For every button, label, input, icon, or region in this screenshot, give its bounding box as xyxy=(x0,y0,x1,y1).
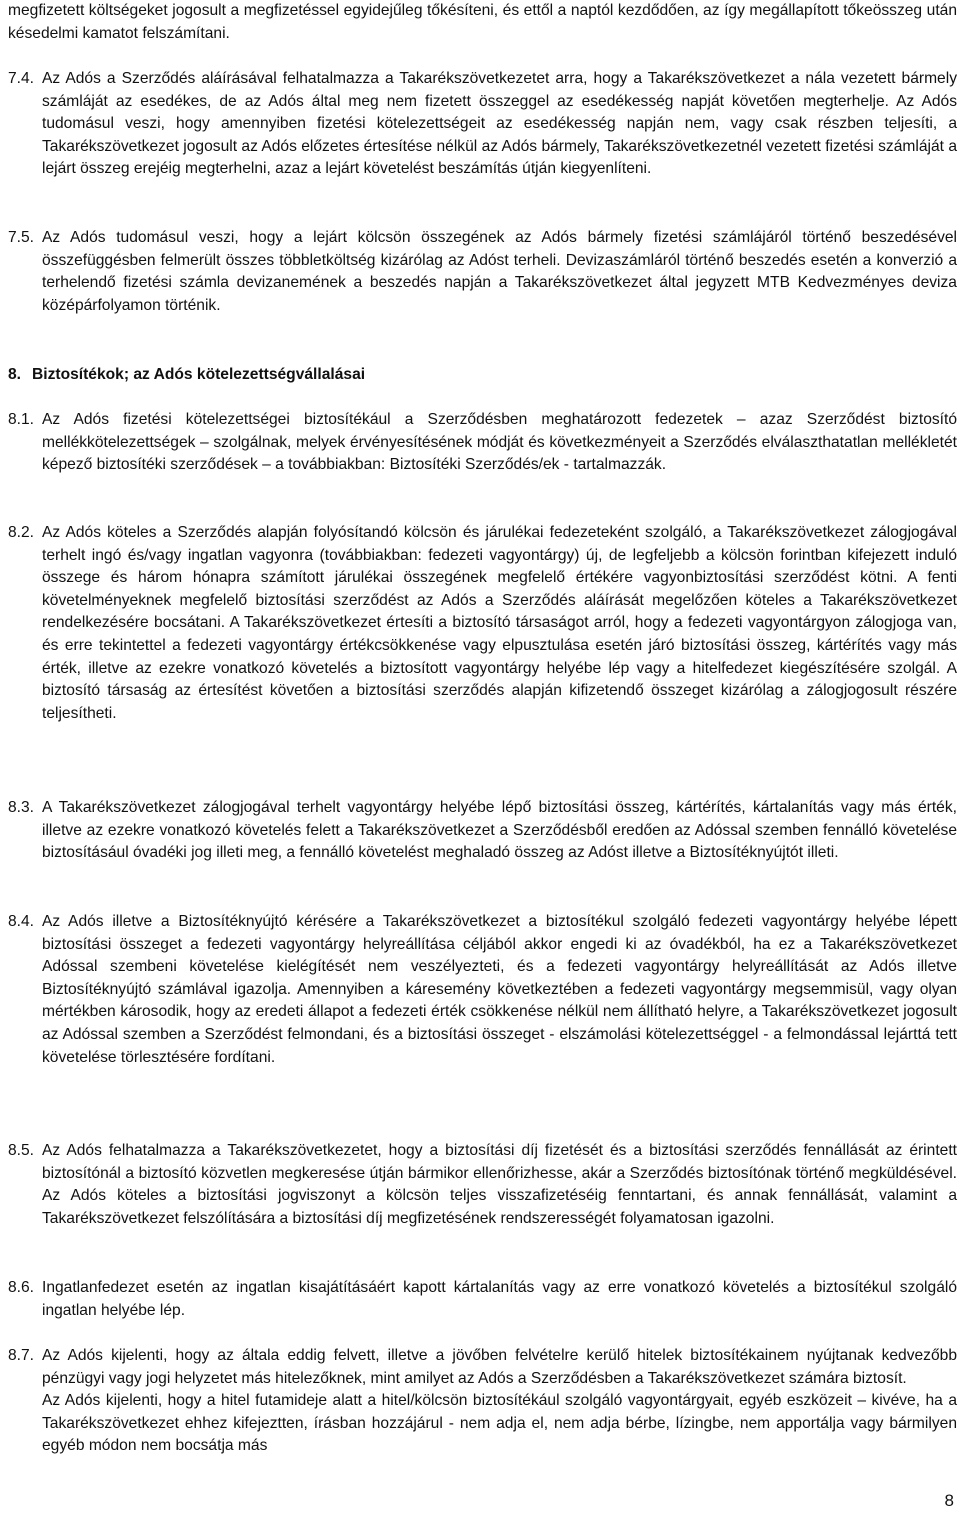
section-8-2 xyxy=(8,522,957,725)
section-number: 8.3. xyxy=(8,799,35,816)
section-number: 7.5. xyxy=(8,229,35,246)
section-continuation: Az Adós kijelenti, hogy a hitel futamideje alatt a hitel/kölcsön biztosítékául szolgáló vagyontárgyait, egyéb eszközeit – kivéve, ha a Takarékszövetkezet ehhez kifejeztten, írásban hozzájárul - nem adja el, nem adja bérbe, lízingbe, nem apportálja vagy bármilyen egyéb módon nem bocsátja más xyxy=(42,1392,957,1455)
section-8-7 xyxy=(8,1345,957,1458)
section-number: 8.1. xyxy=(8,411,35,428)
section-number: 8.7. xyxy=(8,1347,35,1364)
section-8-4 xyxy=(8,911,957,1069)
heading-text: Biztosítékok; az Adós kötelezettségvállalásai xyxy=(32,366,366,383)
section-7-5 xyxy=(8,227,957,317)
section-8-7-body xyxy=(42,1345,957,1458)
section-text: Az Adós felhatalmazza a Takarékszövetkezetet, hogy a biztosítási díj fizetését és a biztosítási szerződés fennállását az érintett biztosítónál a biztosító közvetlen megkeresése útján bármikor ellenőrizhesse, akár a Szerződés biztosítónak történő megküldésével. Az Adós köteles a biztosítási jogviszonyt a kölcsön teljes visszafizetéséig fenntartani, és annak fennállását, valamint a Takarékszövetkezet felszólítására a biztosítási díj megfizetésének rendszerességét folyamatosan igazolni. xyxy=(42,1142,957,1227)
section-text: Az Adós a Szerződés aláírásával felhatalmazza a Takarékszövetkezetet arra, hogy a Takarékszövetkezet a nála vezetett bármely számláját az esedékes, de az Adós által meg nem fizetett összeggel az esedékesség napját követően megterhelje. Az Adós tudomásul veszi, hogy amennyiben fizetési kötelezettségeit az esedékesség napján nem, vagy csak részben teljesíti, a Takarékszövetkezet jogosult az Adós előzetes értesítése nélkül az Adós bármely, Takarékszövetkezetnél vezetett fizetési számláját a lejárt összeg erejéig megterhelni, azaz a lejárt követelést beszámítás útján kiegyenlíteni. xyxy=(42,70,957,178)
section-8-5 xyxy=(8,1140,957,1230)
intro-paragraph: megfizetett költségeket jogosult a megfizetéssel egyidejűleg tőkésíteni, és ettől a naptól kezdődően, az így megállapított tőkeösszeg után késedelmi kamatot felszámítani. xyxy=(8,2,957,42)
heading-number: 8. xyxy=(8,366,22,383)
section-text: A Takarékszövetkezet zálogjogával terhelt vagyontárgy helyébe lépő biztosítási összeg, kártérítés, kártalanítás vagy más érték, illetve az ezekre vonatkozó követelés felett a Takarékszövetkezet a Szerződésből eredően az Adóssal szemben fennálló követelése biztosításául óvadéki jog illeti meg, a fennálló követelést meghaladó összeg az Adóst illetve a Biztosítéknyújtót illeti. xyxy=(42,799,957,862)
section-text: Ingatlanfedezet esetén az ingatlan kisajátításáért kapott kártalanítás vagy az erre vonatkozó követelés a biztosítékul szolgáló ingatlan helyébe lép. xyxy=(42,1279,957,1319)
section-8-3 xyxy=(8,797,957,865)
section-text: Az Adós illetve a Biztosítéknyújtó kérésére a Takarékszövetkezet a biztosítékul szolgáló fedezeti vagyontárgy helyébe lépett biztosítási összeget a fedezeti vagyontárgy helyreállítása céljából akkor engedi ki az óvadékból, ha ez a Takarékszövetkezet Adóssal szembeni követelése kielégítését nem veszélyezteti, és a fedezeti vagyontárgy helyreállítását az Adós illetve Biztosítéknyújtó számlával igazolja. Amennyiben a káresemény következtében a fedezeti vagyontárgy megsemmisül, vagy olyan mértékben károsodik, hogy az eredeti állapot a fedezeti érték csökkenése nélkül nem állítható helyre, a Takarékszövetkezet jogosult az Adóssal szemben a Szerződést felmondani, és a biztosítási összeget - elszámolási kötelezettséggel - a felmondással lejárttá tett követelése törlesztésére fordítani. xyxy=(42,913,957,1066)
section-8-1 xyxy=(8,409,957,477)
section-text: Az Adós kijelenti, hogy az általa eddig felvett, illetve a jövőben felvételre kerülő hitelek biztosítékainem nyújtanak kedvezőbb pénzügyi vagy jogi helyzetet más hitelezőknek, mint amilyet az Adós a Szerződésben a Takarékszövetkezet számára biztosít. xyxy=(42,1347,957,1387)
section-7-4 xyxy=(8,68,957,181)
section-8-heading xyxy=(8,364,948,387)
section-text: Az Adós köteles a Szerződés alapján folyósítandó kölcsön és járulékai fedezeteként szolgáló, a Takarékszövetkezet zálogjogával terhelt ingó és/vagy ingatlan vagyonra (továbbiakban: fedezeti vagyontárgy) új, de legfeljebb a kölcsön forintban kifejezett induló összege és három hónapra számított járulékai összegének megfelelő értékére vagyonbiztosítási szerződést kötni. A fenti követelményeknek megfelelő biztosítási szerződést az Adós a Szerződés aláírását megelőzően köteles a Takarékszövetkezet rendelkezésére bocsátani. A Takarékszövetkezet értesíti a biztosító társaságot arról, hogy a fedezeti vagyontárgyon zálogjoga van, és erre tekintettel a fedezeti vagyontárgy értékcsökkenése vagy elpusztulása esetén járó biztosítási összeg, kártérítés vagy más érték, illetve az ezekre vonatkozó követelés a biztosított vagyontárgy helyébe lép vagy a hitelfedezet kiegészítésére szolgál. A biztosító társaság az értesítést követően a biztosítási szerződés alapján kifizetendő összeget kizárólag a zálogjogosult részére teljesítheti. xyxy=(42,524,957,722)
section-number: 8.5. xyxy=(8,1142,35,1159)
section-8-6 xyxy=(8,1277,957,1322)
page-number: 8 xyxy=(944,1491,954,1510)
section-number: 8.4. xyxy=(8,913,35,930)
section-number: 8.2. xyxy=(8,524,35,541)
section-text: Az Adós fizetési kötelezettségei biztosítékául a Szerződésben meghatározott fedezetek – azaz Szerződést biztosító mellékkötelezettségek – szolgálnak, melyek érvényesítésének módját és következményeit a Szerződés elválaszthatatlan mellékletét képező biztosítéki szerződések – a továbbiakban: Biztosítéki Szerződés/ek - tartalmazzák. xyxy=(42,411,957,474)
section-text: Az Adós tudomásul veszi, hogy a lejárt kölcsön összegének az Adós bármely fizetési számlájáról történő beszedésével összefüggésben felmerült összes többletköltség kizárólag az Adóst terheli. Devizaszámláról történő beszedés esetén a konverzió a terhelendő fizetési számla devizanemének a beszedés napján a Takarékszövetkezet által jegyzett MTB Kedvezményes deviza középárfolyamon történik. xyxy=(42,229,957,314)
section-number: 7.4. xyxy=(8,70,35,87)
section-number: 8.6. xyxy=(8,1279,35,1296)
